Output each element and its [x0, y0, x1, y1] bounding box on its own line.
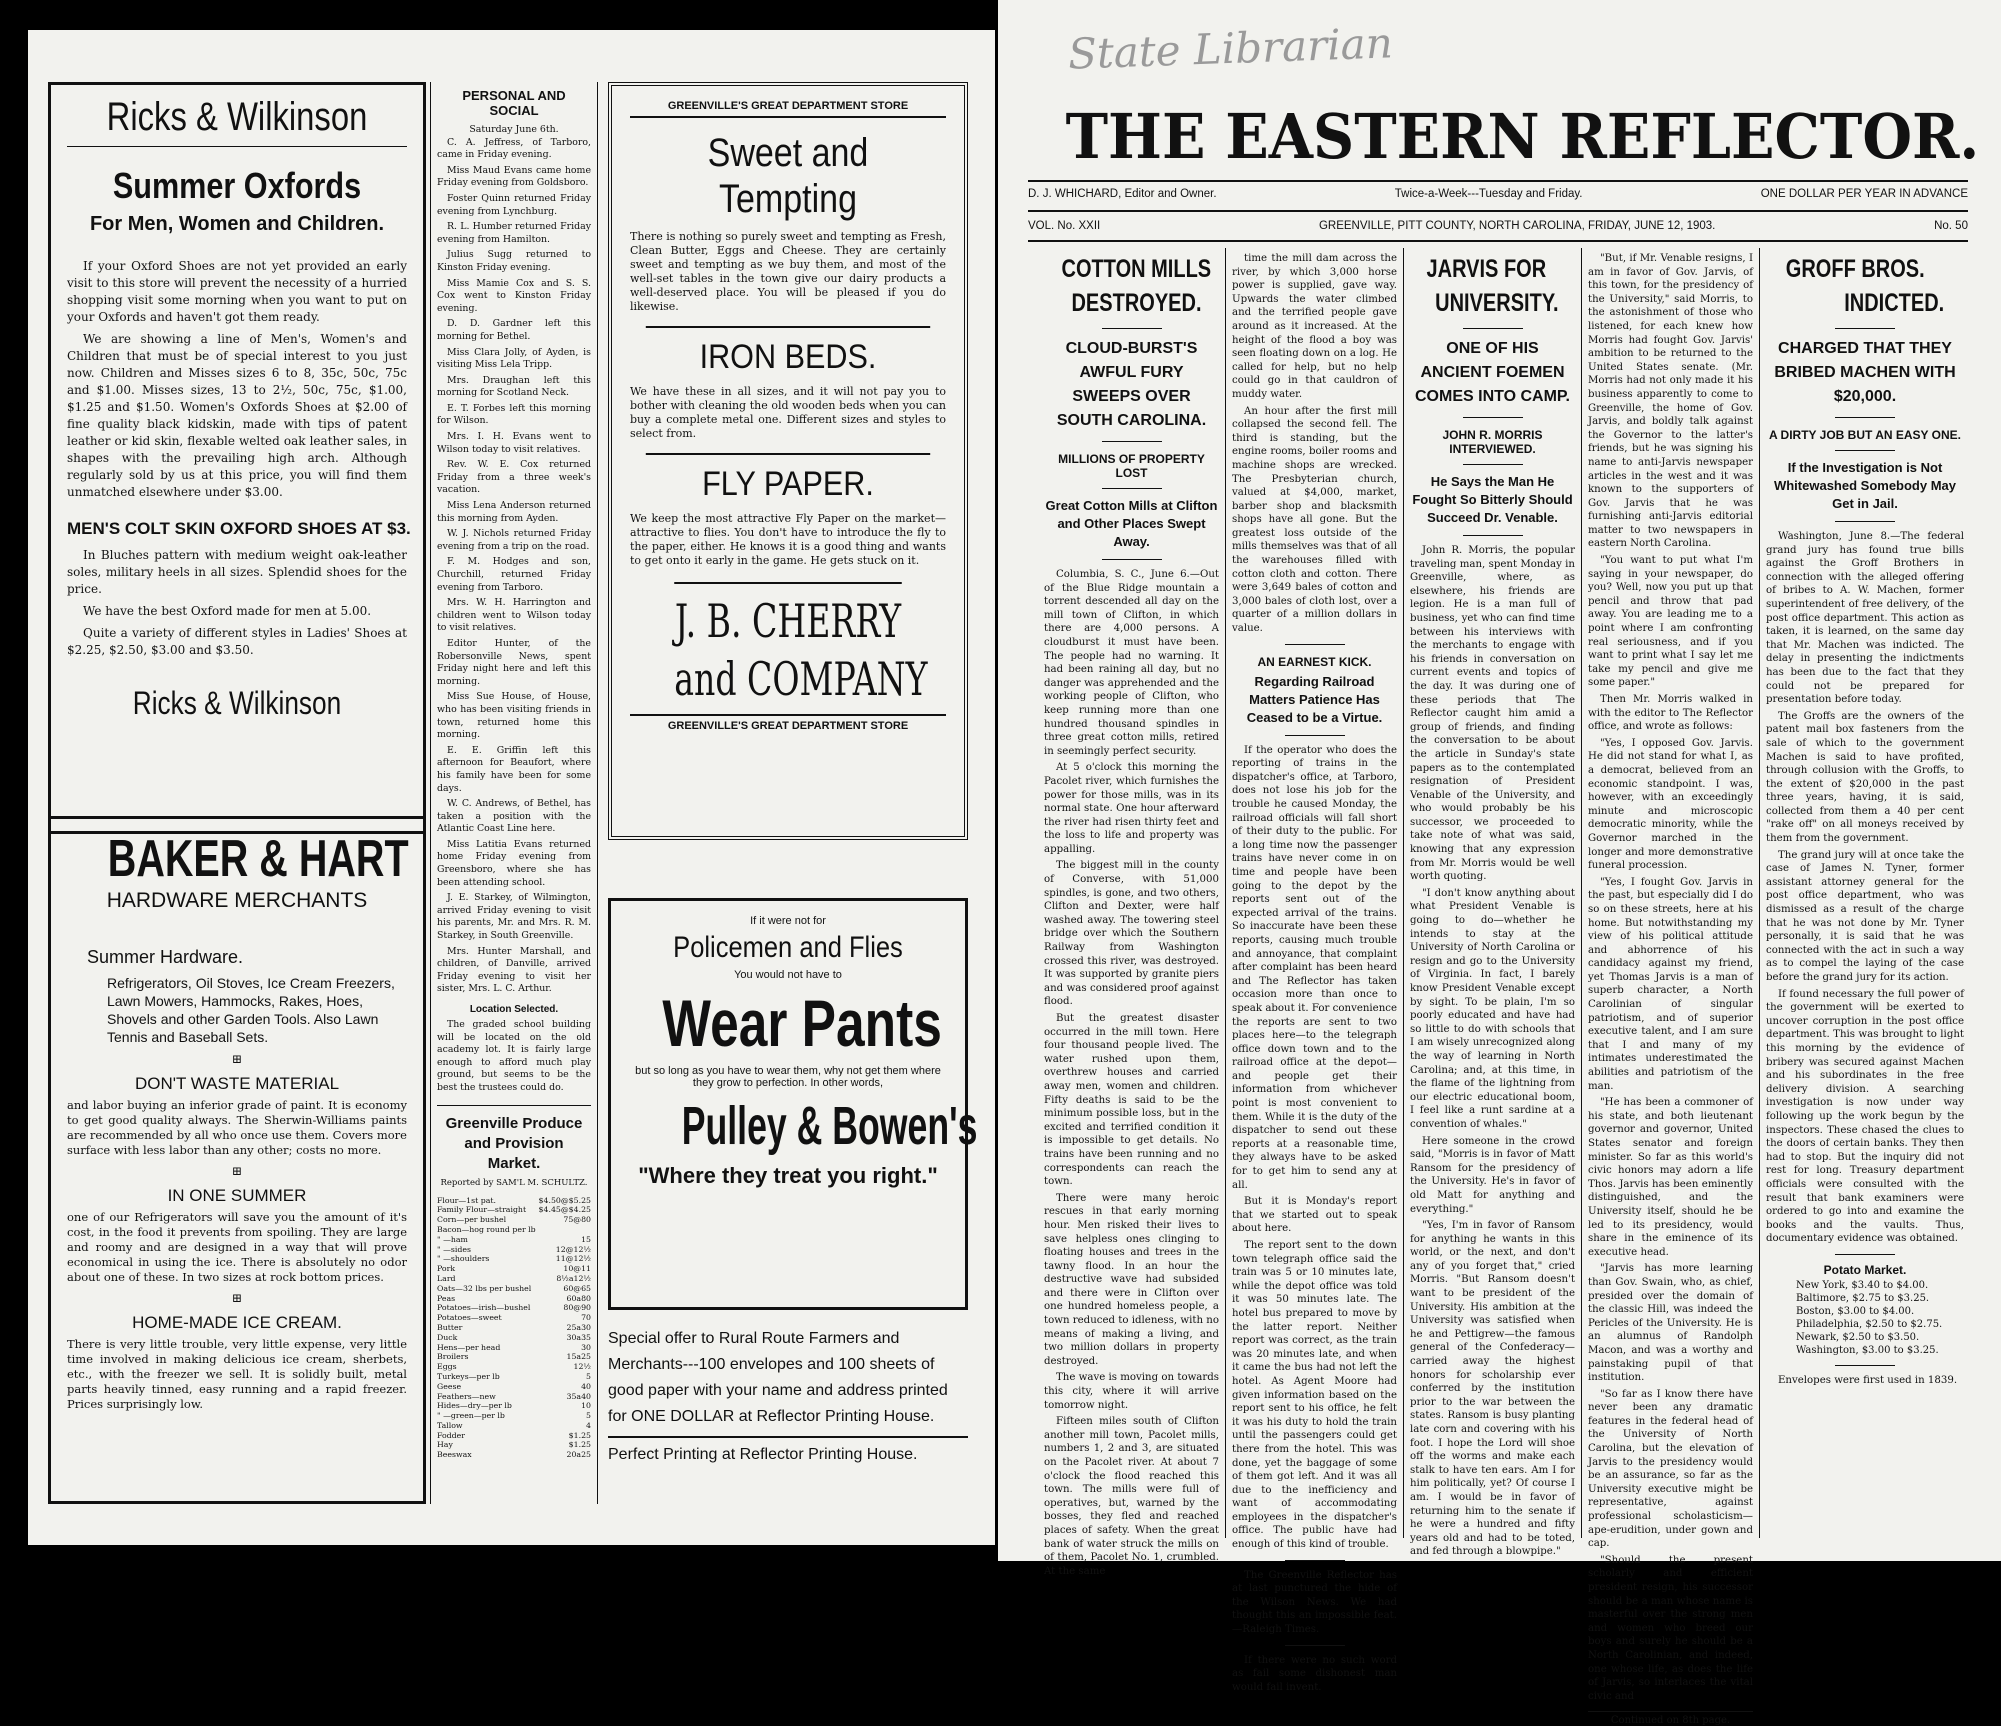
groff-headline: GROFF BROS. — [1785, 255, 1925, 283]
ricks-para: We are showing a line of Men's, Women's and Children that must be of special interest to you just now. Children and Misses sizes 6 to 8, 35c, 50c, 75c and $1.00. Misses sizes, 13 to 2½, 50c, 75c, $1.00, $1.25 and $1.50. Women's Oxfords Shoes at $2.00 of fine quality black kidskin, made with tips of patent leather or kid skin, flexable welted oak leather sales, in shapes with the prevailing high arch. Although regularly sold by us at this price, you will find them unmatched elsewhere under $3.00. — [67, 332, 407, 499]
baker-heading: DON'T WASTE MATERIAL — [134, 1074, 340, 1093]
produce-row — [437, 1215, 591, 1225]
produce-row — [437, 1196, 591, 1206]
article-para: time the mill dam across the river, by which 3,000 horse power is supplied, gave way. Upwards the water climbed and the terrified people gave around as it increased. At the height of the flood a boy was seen floating down on a log. He called for help, but no help could go in that cauldron of muddy water. — [1232, 253, 1397, 400]
personal-item: Mrs. W. H. Harrington and children went to Wilson today to visit relatives. — [437, 597, 591, 634]
divider — [1835, 1254, 1895, 1255]
article-para: Columbia, S. C., June 6.—Out of the Blue Ridge mountain a torrent descended all day on the mill town of Clifton, in which there are 4,000 persons. A cloudburst it must have been. The people had no warning. It had been raining all day, but no danger was apprehended and the working people of Clifton, who keep running more than one hundred thousand spindles in three great cotton mills, retired in seemingly perfect security. — [1044, 569, 1219, 757]
divider — [1102, 559, 1162, 560]
cotton-subhead: CLOUD-BURST'S AWFUL FURY SWEEPS OVER SOUTH CAROLINA. — [1056, 340, 1207, 429]
handwritten-note: State Librarian — [1067, 18, 1394, 79]
divider — [1835, 328, 1895, 329]
produce-row — [437, 1333, 591, 1343]
cotton-subhead: MILLIONS OF PROPERTY LOST — [1058, 452, 1205, 480]
produce-row — [437, 1254, 591, 1264]
produce-row — [437, 1421, 591, 1431]
groff-headline: INDICTED. — [1844, 289, 1945, 317]
pulley-headline: Wear Pants — [662, 986, 942, 1060]
potato-market-list — [1766, 1279, 1964, 1357]
baker-section: Summer Hardware. — [87, 947, 244, 967]
personal-item: Mrs. Draughan left this morning for Scotland Neck. — [437, 374, 591, 399]
article-para: "Yes, I opposed Gov. Jarvis. He did not stand for what I, as a democrat, believed from an economic standpoint. I was, however, with an exceedingly minute and microscopic democratic minority, while the Governor marched in the longer and more demonstrative funeral procession. — [1588, 737, 1753, 872]
price-line: ONE DOLLAR PER YEAR IN ADVANCE — [1760, 188, 1968, 200]
produce-price: 40 — [581, 1381, 591, 1391]
article-para: The grand jury will at once take the case of James N. Tyner, former assistant attorney general for the post office department, who was dismissed as a result of the charge that he was not done by Mr. Tyner personally, it is said that he was connected with the act in such a way as to compel the laying of the case before the grand jury for its action. — [1766, 849, 1964, 983]
personal-item: Miss Sue House, of House, who has been visiting friends in town, returned home this morning. — [437, 691, 591, 741]
produce-row — [437, 1343, 591, 1353]
divider — [1835, 521, 1895, 522]
article-para: "Should the present scholarly and efficient president resign, his successor should be a man whose name is masterful over the strong men and women who breed our boys and surely he should be a North Carolinian, and indeed, one whose life, as does the life of Jarvis, so interlaces the vital civic and — [1588, 1554, 1753, 1702]
baker-subhead: HARDWARE MERCHANTS — [106, 889, 368, 912]
produce-row — [437, 1411, 591, 1421]
cotton-headline: DESTROYED. — [1071, 289, 1202, 317]
baker-text: There is very little trouble, very little expense, very little time involved in making delicious ice cream, sherbets, etc., with the freezer we sell. It is solidly built, metal parts heavily tinned, easy running and a rapid freezer. Prices surprisingly low. — [67, 1337, 407, 1411]
produce-row — [437, 1313, 591, 1323]
kick-headline: AN EARNEST KICK. — [1257, 654, 1372, 669]
article-para: If found necessary the full power of the government will be exerted to uncover corruption in the post office department. This was brought to light this morning by the evidence of bribery was secured against Machen and his subordinates in the free delivery division. A searching investigation is now under way following up the work begun by the inspectors. These chased the clues to the doors of certain banks. They then had to stop. But the inquiry did not rest for long. Treasury department officials were consulted with the result that bank examiners were ordered to go into and examine the books and the vaults. Thus, documentary evidence was obtained. — [1766, 988, 1964, 1245]
location-text: The graded school building will be located on the old academy lot. It is fairly large enough to afford much play ground, but seems to be the best the trustees could do. — [437, 1019, 591, 1093]
jarvis-subhead: JOHN R. MORRIS INTERVIEWED. — [1442, 428, 1543, 456]
ricks-para: We have the best Oxford made for men at 5.00. — [83, 604, 372, 618]
produce-row — [437, 1323, 591, 1333]
divider — [1285, 1560, 1345, 1561]
ricks-para: Quite a variety of different styles in Ladies' Shoes at $2.25, $2.50, $3.00 and $3.50. — [67, 626, 407, 657]
cherry-heading: IRON BEDS. — [646, 326, 930, 377]
produce-price: 25a30 — [566, 1322, 591, 1332]
cherry-brand — [674, 582, 928, 708]
personal-item: Miss Mamie Cox and S. S. Cox went to Kinston Friday evening. — [437, 277, 591, 314]
baker-brand: BAKER & HART — [107, 830, 409, 888]
produce-price: $4.50@$5.25 — [538, 1195, 591, 1205]
produce-item: Broilers — [437, 1352, 469, 1362]
continued-note: Continued on 8th page. — [1588, 1711, 1753, 1726]
personal-item: D. D. Gardner left this morning for Bethel. — [437, 318, 591, 342]
pulley-line: Policemen and Flies — [673, 931, 903, 964]
potato-market-title: Potato Market. — [1823, 1262, 1907, 1277]
produce-row — [437, 1450, 591, 1460]
produce-price: 5 — [586, 1411, 591, 1421]
divider — [1285, 644, 1345, 645]
ricks-brand: Ricks & Wilkinson — [106, 95, 368, 139]
article-para: The Groffs are the owners of the patent mail box fasteners from the sale of which to the government Machen is said to have profited, through collusion with the Groffs, to the extent of $20,000 in the past three years, having, it is said, collected from them a 40 per cent "rake off" on all moneys received by them from the government. — [1766, 710, 1964, 845]
column-four — [1582, 248, 1760, 1726]
produce-row — [437, 1362, 591, 1372]
divider — [1463, 417, 1523, 418]
produce-row — [437, 1372, 591, 1382]
personal-item: Mrs. Hunter Marshall, and children, of Danville, arrived Friday evening to visit her sister, Mrs. L. C. Arthur. — [437, 945, 591, 995]
market-row: New York, $3.40 to $4.00. — [1796, 1279, 1929, 1291]
cherry-top-bar: GREENVILLE'S GREAT DEPARTMENT STORE — [630, 100, 946, 118]
produce-reporter: Reported by SAM'L M. SCHULTZ. — [440, 1177, 588, 1188]
ornament-icon: ⊞ — [231, 1052, 243, 1066]
right-page — [998, 0, 2001, 1726]
produce-price: 35a40 — [566, 1391, 591, 1401]
divider — [67, 146, 407, 147]
personal-item: C. A. Jeffress, of Tarboro, came in Friday evening. — [437, 136, 591, 161]
ricks-para: In Bluches pattern with medium weight oak-leather soles, military heels in all sizes. Splendid shoes for the price. — [67, 548, 407, 596]
produce-item: " —shoulders — [437, 1254, 490, 1264]
issue-number: No. 50 — [1934, 220, 1968, 232]
personal-title: PERSONAL AND SOCIAL — [462, 88, 566, 118]
produce-price: $4.45@$4.25 — [538, 1205, 591, 1215]
produce-item: Hay — [437, 1440, 453, 1450]
produce-item: " —ham — [437, 1234, 468, 1244]
personal-item: W. J. Nichols returned Friday evening from a trip on the road. — [437, 528, 591, 552]
produce-item: Lard — [437, 1273, 456, 1283]
produce-price: 4 — [586, 1420, 591, 1430]
baker-text: and labor buying an inferior grade of paint. It is economy to get good quality always. The Sherwin-Williams paints are recommended by all who once use them. Covers more surface with less labor than any other; costs no more. — [67, 1098, 407, 1157]
jarvis-column — [1404, 248, 1582, 1558]
cherry-text: We have these in all sizes, and it will not pay you to bother with cleaning the old wooden beds when you can buy a complete metal one. Different sizes and styles to select from. — [630, 385, 946, 440]
personal-item: Miss Lena Anderson returned this morning from Ayden. — [437, 500, 591, 524]
ornament-icon: ⊞ — [231, 1164, 243, 1178]
produce-price: 30a35 — [566, 1332, 591, 1342]
article-para: The report sent to the down town telegraph office said the train was 5 or 10 minutes late, while the depot office was told it was 50 minutes late. The hotel bus prepared to move by the latter report. Neither report was correct, as the train was 20 minutes late, and when it came the bus had not left the hotel. As Agent Moore had given information based on the report sent to his office, he felt it was his duty to hold the train until the passengers could get there from the hotel. This was done, yet the baggage of some of them got left. And it was all due to the inefficiency and want of accommodating employees in the dispatcher's office. The public have had enough of this kind of trouble. — [1232, 1240, 1397, 1551]
produce-price — [538, 1225, 591, 1235]
personal-item: J. E. Starkey, of Wilmington, arrived Friday evening to visit his parents, Mr. and Mrs. R. M. Starkey, in South Greenville. — [437, 892, 591, 942]
personal-item: Miss Clara Jolly, of Ayden, is visiting Miss Lela Tripp. — [437, 346, 591, 371]
personal-item: E. E. Griffin left this afternoon for Beaufort, where his family have been for some days. — [437, 744, 591, 794]
volume: VOL. No. XXII — [1028, 220, 1101, 232]
divider — [1102, 488, 1162, 489]
divider — [1835, 450, 1895, 451]
article-para: There were many heroic rescues in that early morning hour. Men risked their lives to save helpless ones clinging to floating houses and trees in the tawny flood. In an hour the destructive wave had subsided and there were in Clifton over one hundred homeless people, a town reduced to idleness, with no means of making a living, and two million dollars in property destroyed. — [1044, 1192, 1219, 1367]
produce-item: Beeswax — [437, 1450, 472, 1460]
cherry-heading: FLY PAPER. — [646, 453, 930, 504]
ricks-brand-footer: Ricks & Wilkinson — [132, 685, 342, 721]
article-para: An hour after the first mill collapsed the second fell. The third is standing, but the engine rooms, boiler rooms and machine shops are wrecked. The Presbyterian church, valued at $4,000, market, barber shop and blacksmith shops have all gone. But the greatest loss outside of the mills themselves was that of all the warehouses filled with cotton cloth and cotton. There were 3,649 bales of cotton and 3,000 bales of cloth lost, over a quarter of a million dollars in value. — [1232, 405, 1397, 635]
cotton-subhead: Great Cotton Mills at Clifton and Other Places Swept Away. — [1045, 498, 1218, 549]
produce-item: " —sides — [437, 1244, 471, 1254]
left-page — [28, 30, 995, 1545]
masthead: THE EASTERN REFLECTOR. — [1065, 100, 1980, 173]
produce-row — [437, 1274, 591, 1284]
produce-row — [437, 1382, 591, 1392]
personal-item: Editor Hunter, of the Robersonville News, spent Friday night here and left this morning. — [437, 637, 591, 687]
produce-item: Flour—1st pat. — [437, 1195, 496, 1205]
divider — [1102, 328, 1162, 329]
divider — [1835, 1365, 1895, 1366]
article-para: Envelopes were first used in 1839. — [1778, 1374, 1958, 1386]
editor-line: D. J. WHICHARD, Editor and Owner. — [1028, 188, 1217, 200]
produce-table — [437, 1196, 591, 1461]
kick-subhead: Regarding Railroad Matters Patience Has Ceased to be a Virtue. — [1246, 673, 1383, 725]
produce-row — [437, 1392, 591, 1402]
market-row: Baltimore, $2.75 to $3.25. — [1796, 1292, 1930, 1304]
dateline: GREENVILLE, PITT COUNTY, NORTH CAROLINA, FRIDAY, JUNE 12, 1903. — [1318, 220, 1716, 232]
divider — [1285, 1645, 1345, 1646]
produce-price: 10@11 — [563, 1264, 591, 1274]
special-offer — [608, 1326, 968, 1486]
produce-row — [437, 1225, 591, 1235]
produce-price: 15a25 — [566, 1352, 591, 1362]
baker-items: Refrigerators, Oil Stoves, Ice Cream Freezers, Lawn Mowers, Hammocks, Rakes, Hoes, Shovels and other Garden Tools. Also Lawn Tennis and Baseball Sets. — [107, 975, 395, 1045]
produce-item: Pork — [437, 1264, 456, 1274]
produce-item: Duck — [437, 1332, 458, 1342]
divider — [1028, 240, 1968, 242]
produce-price: 12@12½ — [555, 1244, 591, 1254]
article-para: But the greatest disaster occurred in the mill town. Here four thousand people lived. The water rushed upon them, overthrew houses and carried away men, women and children. Fifty deaths is said to be the minimum possible loss, but in the excited and terrified condition it is impossible to get details. No trains have been running and no correspondents can reach the town. — [1044, 1013, 1219, 1188]
article-para: "Jarvis has more learning than Gov. Swain, who, as chief, presided over the domain of the classic Hill, was indeed the Pericles of the University. He is an alumnus of Randolph Macon, and was a worthy and painstaking pupil of that institution. — [1588, 1263, 1753, 1384]
article-para: If there were no such word as fail some dishonest man would fail invent. — [1232, 1654, 1397, 1693]
personal-item: Rev. W. E. Cox returned Friday from a three week's vacation. — [437, 459, 591, 496]
produce-item: Potatoes—sweet — [437, 1313, 502, 1323]
ornament-icon: ⊞ — [231, 1291, 243, 1305]
produce-row — [437, 1352, 591, 1362]
produce-item: Butter — [437, 1322, 463, 1332]
divider — [1028, 210, 1968, 212]
divider — [1463, 328, 1523, 329]
jarvis-subhead: ONE OF HIS ANCIENT FOEMEN COMES INTO CAMP. — [1415, 340, 1570, 405]
produce-price: 70 — [581, 1313, 591, 1323]
ricks-para: If your Oxford Shoes are not yet provided an early visit to this store will prevent the necessity of a hurried shopping visit some morning when you want to put on your Oxfords and haven't got them ready. — [67, 259, 407, 324]
article-para: The wave is moving on towards this city, where it will arrive tomorrow night. — [1044, 1372, 1219, 1411]
article-para: Washington, June 8.—The federal grand jury has found true bills against the Groff Brothers in connection with the alleged offering of bribes to A. W. Machen, former superintendent of free delivery, of the post office department. This action as taken, it is learned, on the same day that Mr. Machen was indicted. The delay in presenting the indictments has been due to the fact that they could not be prepared for presentation before today. — [1766, 531, 1964, 706]
produce-market — [437, 1105, 591, 1461]
produce-price: 30 — [581, 1342, 591, 1352]
personal-item: Miss Maud Evans came home Friday evening from Goldsboro. — [437, 164, 591, 189]
divider — [1102, 441, 1162, 442]
ricks-subhead: For Men, Women and Children. — [89, 213, 385, 235]
pulley-quote: "Where they treat you right." — [638, 1163, 938, 1188]
produce-price: 12½ — [573, 1362, 591, 1372]
produce-item: Geese — [437, 1381, 462, 1391]
produce-row — [437, 1431, 591, 1441]
ricks-mid-head: MEN'S COLT SKIN OXFORD SHOES AT $3. — [67, 519, 411, 538]
produce-item: Oats—32 lbs per bushel — [437, 1283, 532, 1293]
groff-subhead: CHARGED THAT THEY BRIBED MACHEN WITH $20,000. — [1774, 340, 1956, 405]
article-para: "He has been a commoner of his state, and both lieutenant governor and governor, United States senator and foreign minister. So far as this world's civic honors may adorn a life Thos. Jarvis has been eminently distinguished, and the University itself, should he be led to its presidency, would share in the eminence of its executive head. — [1588, 1097, 1753, 1258]
jarvis-subhead: He Says the Man He Fought So Bitterly Should Succeed Dr. Venable. — [1412, 474, 1573, 525]
groff-column — [1760, 248, 1970, 1538]
baker-hart-ad — [48, 816, 426, 1504]
pulley-line: but so long as you have to wear them, why not get them where they grow to perfection. In other words, — [635, 1065, 941, 1089]
baker-heading: IN ONE SUMMER — [167, 1186, 307, 1205]
article-para: The Greenville Reflector has at last punctured the hide of the Wilson News. We had thought this an impossible feat.—Raleigh Times. — [1232, 1569, 1397, 1636]
jb-cherry-ad — [608, 82, 968, 840]
produce-row — [437, 1303, 591, 1313]
personal-item: Foster Quinn returned Friday evening from Lynchburg. — [437, 192, 591, 217]
special-offer-text: Special offer to Rural Route Farmers and Merchants---100 envelopes and 100 sheets of good paper with your name and address printed for ONE DOLLAR at Reflector Printing House. — [608, 1330, 948, 1425]
article-para: "Yes, I fought Gov. Jarvis in the past, but especially did I do so on these streets, here at his home. But notwithstanding my view of his political attitude and abhorrence of his candidacy against my friend, yet Thomas Jarvis is a man of superb character, a North Carolinian of singular patriotism, and of superior executive talent, and I am sure that I and many of my intimates underestimated the abilities and patriotism of the man. — [1588, 876, 1753, 1092]
produce-row — [437, 1264, 591, 1274]
produce-price: 11@12½ — [555, 1254, 591, 1264]
produce-row — [437, 1205, 591, 1215]
jarvis-headline: JARVIS FOR — [1426, 255, 1547, 283]
produce-item: Turkeys—per lb — [437, 1371, 500, 1381]
article-para: "But, if Mr. Venable resigns, I am in favor of Gov. Jarvis, of this town, for the presidency of the University," said Morris, to the astonishment of those who listened, for each knew how Morris had fought Gov. Jarvis' ambition to be returned to the United States senate. (Mr. Morris had not only made it his business apparently to come to Greenville, the home of Gov. Jarvis, and boldly talk against the Governor to the latter's friends, but he was signing his name to anti-Jarvis newspaper articles in the west and it was known to the supporters of Gov. Jarvis that he was furnishing anti-Jarvis editorial matter to two newspapers in eastern North Carolina. — [1588, 253, 1753, 550]
market-row: Newark, $2.50 to $3.50. — [1796, 1331, 1920, 1343]
produce-item: Tallow — [437, 1420, 463, 1430]
personal-item: R. L. Humber returned Friday evening from Hamilton. — [437, 221, 591, 245]
produce-price: 5 — [586, 1371, 591, 1381]
cherry-title: Sweet and Tempting — [707, 131, 869, 221]
produce-item: Eggs — [437, 1362, 457, 1372]
pulley-bowen-ad — [608, 898, 978, 1310]
market-row: Boston, $3.00 to $4.00. — [1796, 1305, 1915, 1317]
produce-item: Feathers—new — [437, 1391, 496, 1401]
produce-item: Family Flour—straight — [437, 1205, 527, 1215]
personal-date: Saturday June 6th. — [469, 124, 559, 135]
produce-price: 20a25 — [566, 1450, 591, 1460]
personal-item: Miss Latitia Evans returned home Friday evening from Greensboro, where she has been attending school. — [437, 838, 591, 888]
dateline-bar — [1028, 220, 1968, 232]
article-para: Then Mr. Morris walked in with the editor to The Reflector office, and wrote as follows: — [1588, 694, 1753, 733]
produce-row — [437, 1401, 591, 1411]
divider — [1028, 180, 1968, 182]
produce-price: 75@80 — [563, 1215, 591, 1225]
divider — [1285, 735, 1345, 736]
cherry-brand-line: and COMPANY — [674, 652, 928, 706]
cherry-bottom-bar: GREENVILLE'S GREAT DEPARTMENT STORE — [630, 714, 946, 732]
cherry-brand-line: J. B. CHERRY — [674, 594, 902, 648]
article-para: "You want to put what I'm saying in your newspaper, do you? Well, now you put up that pencil and throw that pad away. You are leading me to a point where I am confronting real seriousness, and if you want to print what I say let me take my pencil and give me some paper." — [1588, 555, 1753, 689]
baker-heading: HOME-MADE ICE CREAM. — [132, 1313, 342, 1332]
article-para: "I don't know anything about what President Venable is going to do—whether he intends to stay at the University of North Carolina or resign and go to the University of Virginia. In fact, I barely know President Venable except by sight. To be plain, I'm so poorly educated and have had so little to do with schools that I am wisely unrecognized along the way of learning in North Carolina; and, at this time, in the flame of the lightning from our electric educational boom, I feel like a runt sardine at a convention of whales." — [1410, 887, 1575, 1130]
produce-item: Peas — [437, 1293, 456, 1303]
produce-item: Hens—per head — [437, 1342, 501, 1352]
divider — [1835, 417, 1895, 418]
column-two — [1226, 248, 1404, 1693]
ricks-wilkinson-ad — [48, 82, 426, 834]
groff-subhead: If the Investigation is Not Whitewashed Somebody May Get in Jail. — [1773, 460, 1957, 511]
pulley-line: If it were not for — [750, 915, 826, 927]
produce-price: $1.25 — [568, 1440, 591, 1450]
personal-item: E. T. Forbes left this morning for Wilson. — [437, 402, 591, 427]
produce-price: 8½a12½ — [556, 1273, 591, 1283]
article-para: The biggest mill in the county of Converse, with 51,000 spindles, is gone, and two others, Clifton and Dexter, were half washed away. The towering steel bridge over which the Southern Railway from Washington crossed this river, was destroyed. It was supported by granite piers and was considered proof against flood. — [1044, 860, 1219, 1008]
pulley-line: You would not have to — [734, 969, 842, 981]
article-para: "So far as I know there have never been any dramatic features in the federal head of the University of North Carolina, but the elevation of Jarvis to the presidency would be an assurance, so far as the University executive might be representative, against professional scholasticism—ape-erudition, under gown and cap. — [1588, 1388, 1753, 1550]
produce-price: 15 — [581, 1234, 591, 1244]
masthead-info — [1028, 188, 1968, 200]
cotton-mills-column — [1038, 248, 1226, 1577]
cotton-headline: COTTON MILLS — [1061, 255, 1212, 283]
produce-item: Hides—dry—per lb — [437, 1401, 512, 1411]
ricks-headline: Summer Oxfords — [112, 165, 362, 206]
personal-item: Mrs. I. H. Evans went to Wilson today to visit relatives. — [437, 431, 591, 455]
baker-text: one of our Refrigerators will save you the amount of it's cost, in the food it prevents from spoiling. They are large and roomy and are designed in a way that will prove economical in using the ice. There is absolutely no odor about one of these. In two sizes at rock bottom prices. — [67, 1210, 407, 1284]
produce-row — [437, 1284, 591, 1294]
produce-price: $1.25 — [568, 1430, 591, 1440]
produce-row — [437, 1440, 591, 1450]
article-para: Fifteen miles south of Clifton another mill town, Pacolet mills, numbers 1, 2 and 3, are situated on the Pacolet river. At about 7 o'clock the flood reached this town. The mills were full of operatives, but, warned by the bosses, they fled and reached places of safety. When the great bank of water struck the mills on of them, Pacolet No. 1, crumbled. At the same — [1044, 1416, 1219, 1577]
divider — [1463, 535, 1523, 536]
personal-item: W. C. Andrews, of Bethel, has taken a position with the Atlantic Coast Line here. — [437, 798, 591, 835]
produce-item: Bacon—hog round per lb — [437, 1224, 536, 1234]
jarvis-headline: UNIVERSITY. — [1435, 289, 1559, 317]
produce-item: Fodder — [437, 1430, 466, 1440]
produce-price: 60@65 — [563, 1283, 591, 1293]
article-para: John R. Morris, the popular traveling man, spent Monday in Greenville, where, as elsewhere, his friends are legion. He is a man full of business, yet who can find time between his interviews with the merchants to engage with his friends in conversation on current events and topics of the day. It was during one of these periods that The Reflector caught him amid a group of friends, and finding the conversation to be about the article in Sunday's state papers as to the contemplated resignation of President Venable of the University, and who would probably be his successor, we proceeded to take note of what was said, knowing that any expression from Mr. Morris would be well worth quoting. — [1410, 545, 1575, 883]
produce-row — [437, 1294, 591, 1304]
perfect-printing: Perfect Printing at Reflector Printing House. — [608, 1436, 968, 1468]
article-para: At 5 o'clock this morning the Pacolet river, which furnishes the power for those mills, was in its normal state. One hour afterward the river had risen thirty feet and the loss to life and property was appalling. — [1044, 762, 1219, 855]
produce-price: 60a80 — [566, 1293, 591, 1303]
market-row: Washington, $3.00 to $3.25. — [1796, 1344, 1939, 1356]
personal-social-column — [430, 82, 598, 1504]
produce-row — [437, 1245, 591, 1255]
produce-item: " —green—per lb — [437, 1411, 505, 1421]
cherry-text: There is nothing so purely sweet and tempting as Fresh, Clean Butter, Eggs and Cheese. They are certainly sweet and tempting as we buy them, and most of the well-set tables in the town give our dairy products a well-deserved place. You will be pleased if you do likewise. — [630, 230, 946, 313]
article-para: If the operator who does the reporting of trains in the dispatcher's office, at Tarboro, does not lose his job for the trouble he caused Monday, the railroad officials will fall short of their duty to the public. For a long time now the passenger trains have never come in on time and people have been going to the depot by the reports sent out of the expected arrival of the trains. So inaccurate have been these reports, causing much trouble and annoyance, that complaint after complaint has been heard and The Reflector has taken occasion more than once to speak about it. For convenience the reports are sent to two places here—to the telegraph office down town and to the railroad office at the depot—and people get their information from whichever point is most convenient to them. While it is the duty of the dispatcher to send out these reports at a reasonable time, they always have to be asked for to get him to send any at all. — [1232, 744, 1397, 1191]
article-para: Here someone in the crowd said, "Morris is in favor of Matt Ransom for the presidency of the University. He's in favor of old Matt for anything and everything." — [1410, 1135, 1575, 1215]
article-para: "Yes, I'm in favor of Ransom for anything he wants in this world, or the next, and don't any of you forget that," cried Morris. "But Ransom doesn't want to be president of the University. His ambition at the University was satisfied when he and Pettigrew—the famous general of the Confederacy—carried away the highest honors for scholarship ever conferred by the institution prior to the war between the states. Ransom is busy planting late corn and covering with his foot. I hope the Lord will shoe off the worms and make each stalk to have ten ears. Am I for him politically, yet? Of course I am. I would be in favor of returning him to the senate if he were a hundred and fifty years old and had to be toted, and fed through a blowpipe." — [1410, 1220, 1575, 1558]
personal-item: F. M. Hodges and son, Churchill, returned Friday evening from Tarboro. — [437, 556, 591, 593]
personal-item: Julius Sugg returned to Kinston Friday evening. — [437, 249, 591, 273]
schedule-line: Twice-a-Week---Tuesday and Friday. — [1394, 188, 1583, 200]
groff-subhead: A DIRTY JOB BUT AN EASY ONE. — [1768, 428, 1962, 442]
produce-row — [437, 1235, 591, 1245]
pulley-brand: Pulley & Bowen's — [681, 1096, 978, 1156]
produce-item: Corn—per bushel — [437, 1215, 507, 1225]
market-row: Philadelphia, $2.50 to $2.75. — [1796, 1318, 1943, 1330]
divider — [1463, 464, 1523, 465]
location-heading: Location Selected. — [469, 1004, 559, 1015]
produce-title: Greenville Produce and Provision Market. — [445, 1114, 583, 1172]
personal-items — [437, 137, 591, 996]
produce-price: 10 — [581, 1401, 591, 1411]
article-para: But it is Monday's report that we started out to speak about here. — [1232, 1196, 1397, 1235]
produce-item: Potatoes—irish—bushel — [437, 1303, 531, 1313]
cherry-text: We keep the most attractive Fly Paper on the market—attractive to flies. You don't have to introduce the fly to the paper, either. He knows it is a good thing and wants to get onto it early in the game. He gets stuck on it. — [630, 512, 946, 567]
produce-price: 80@90 — [563, 1303, 591, 1313]
